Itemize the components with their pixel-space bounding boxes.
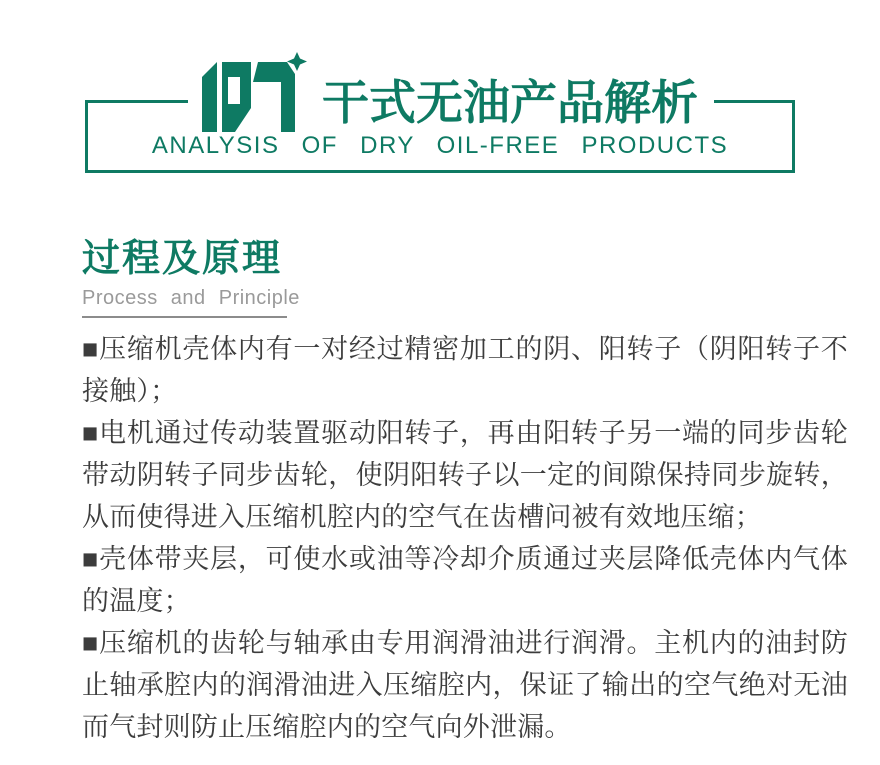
page-title-chinese: 干式无油产品解析	[322, 75, 698, 129]
section-title-chinese: 过程及原理	[82, 238, 283, 280]
section-underline	[82, 316, 287, 318]
page-title-english: ANALYSIS OF DRY OIL-FREE PRODUCTS	[151, 132, 729, 159]
paragraph-lubrication-seal: ■压缩机的齿轮与轴承由专用润滑油进行润滑。主机内的油封防止轴承腔内的润滑油进入压缩腔内，保证了输出的空气绝对无油而气封则防止压缩腔内的空气向外泄漏。	[82, 627, 848, 742]
brand-m-sparkle-logo	[196, 52, 308, 136]
paragraph-list	[82, 328, 848, 748]
section-process-and-principle	[82, 236, 848, 748]
paragraph-cooling-jacket: ■壳体带夹层，可使水或油等冷却介质通过夹层降低壳体内气体的温度；	[82, 543, 848, 616]
header	[0, 0, 880, 200]
paragraph-motor-drive: ■电机通过传动装置驱动阳转子，再由阳转子另一端的同步齿轮带动阴转子同步齿轮，使阴阳转子以一定的间隙保持同步旋转，从而使得进入压缩机腔内的空气在齿槽问被有效地压缩；	[82, 417, 848, 532]
paragraph-rotors: ■压缩机壳体内有一对经过精密加工的阴、阳转子（阴阳转子不接触）；	[82, 333, 848, 406]
header-title-row	[188, 52, 714, 136]
section-title-english: Process and Principle	[82, 286, 300, 309]
